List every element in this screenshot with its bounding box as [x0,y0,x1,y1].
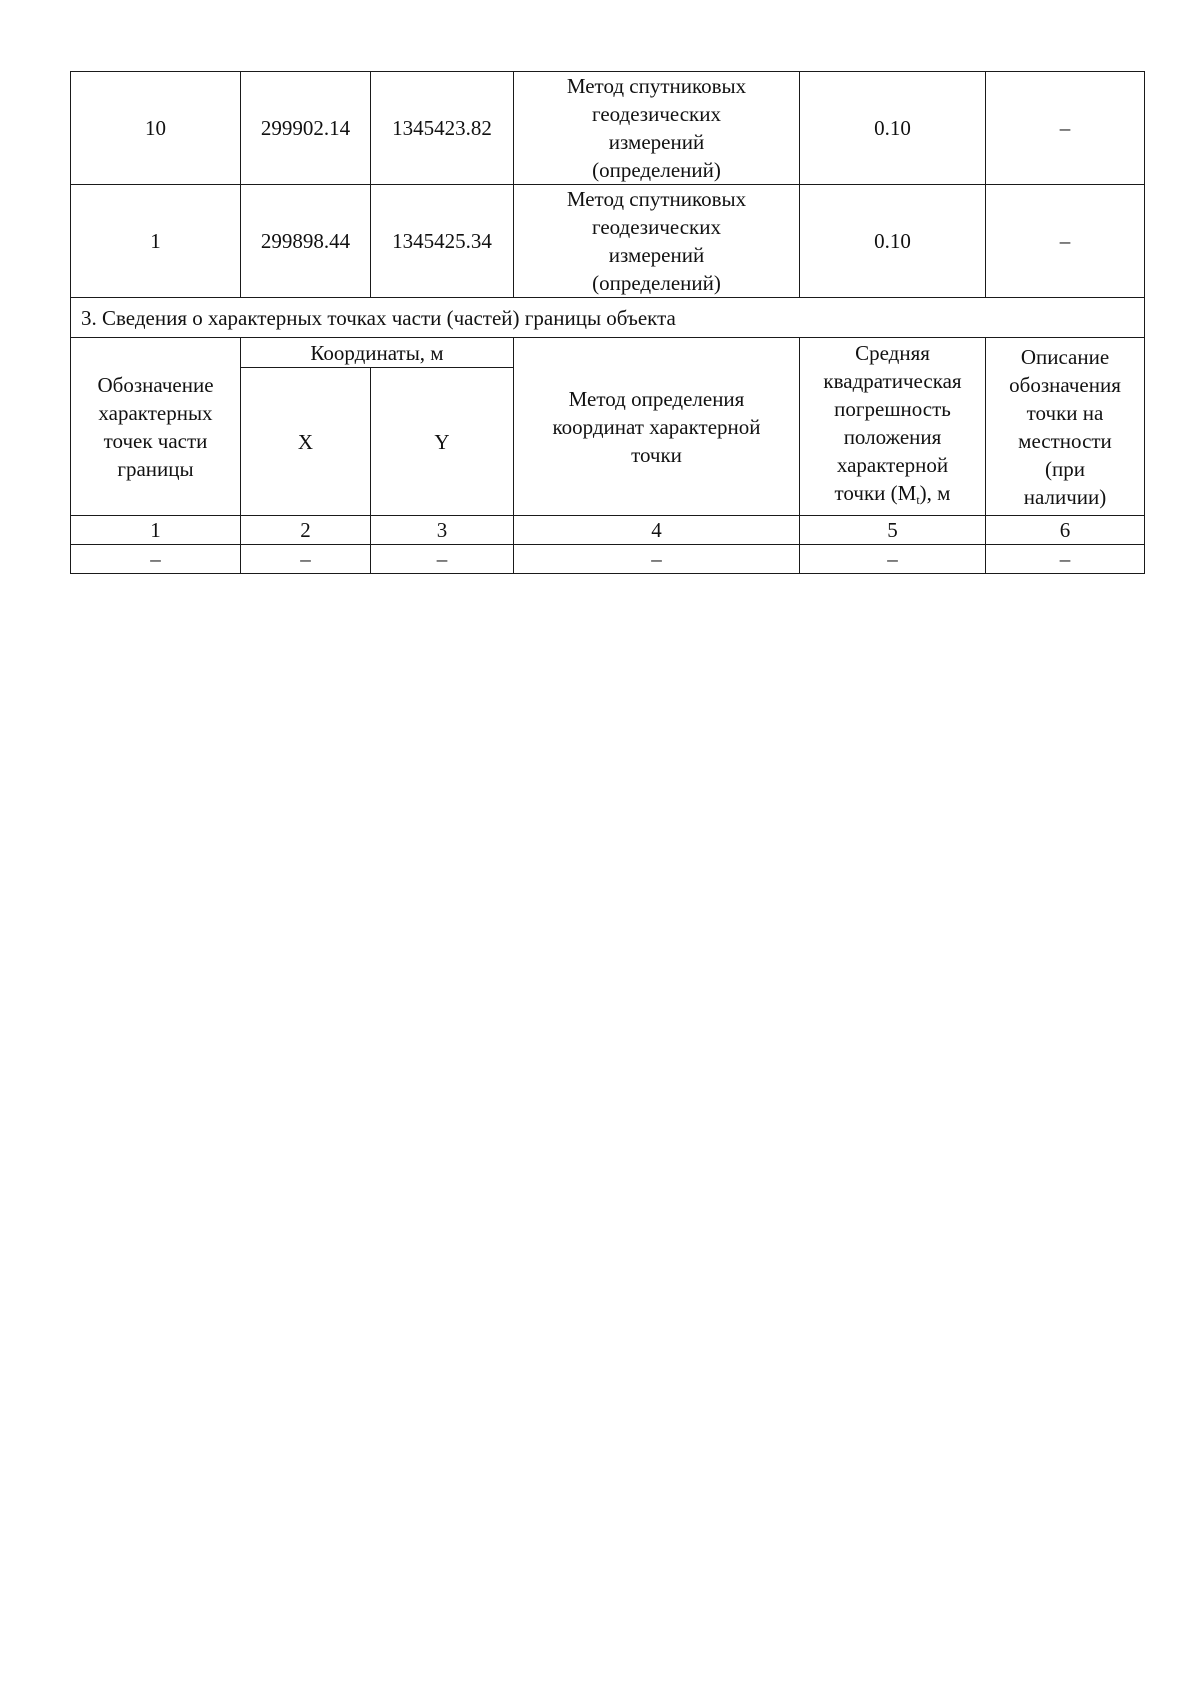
method-line: Метод спутниковых [566,74,747,98]
document-page [70,71,1144,574]
header-line: точки на [1026,400,1104,425]
header-line: наличии) [1023,484,1107,509]
empty-cell: – [514,545,800,574]
point-number-cell: 1 [71,185,241,298]
method-cell [514,185,800,298]
method-line: геодезических [591,102,721,126]
method-cell [514,72,800,185]
column-number: 4 [514,516,800,545]
header-line [835,481,951,505]
header-row [71,338,1145,368]
column-number: 6 [986,516,1145,545]
header-line: погрешность [834,397,951,421]
method-header [514,338,800,516]
header-line: Средняя [855,341,930,365]
method-line: (определений) [592,158,721,182]
precision-cell: 0.10 [800,72,986,185]
x-coordinate-cell: 299902.14 [241,72,371,185]
header-line: границы [117,456,194,481]
empty-cell: – [800,545,986,574]
header-line: Обозначение [97,372,214,397]
section-3-title: 3. Сведения о характерных точках части (частей) границы объекта [71,298,1145,338]
method-line: (определений) [592,271,721,295]
header-line: Описание [1020,344,1110,369]
method-line: геодезических [591,215,721,239]
section-title-row [71,298,1145,338]
table-row [71,185,1145,298]
designation-header [71,338,241,516]
x-header: X [241,368,371,516]
method-line: измерений [608,243,705,267]
y-header: Y [371,368,514,516]
column-number: 3 [371,516,514,545]
y-coordinate-cell: 1345425.34 [371,185,514,298]
column-numbers-row [71,516,1145,545]
header-line: точек части [103,428,208,453]
method-line: Метод спутниковых [566,187,747,211]
empty-cell: – [241,545,371,574]
header-line: положения [843,425,942,449]
header-line: местности [1018,428,1112,453]
y-coordinate-cell: 1345423.82 [371,72,514,185]
column-number: 5 [800,516,986,545]
x-coordinate-cell: 299898.44 [241,185,371,298]
subscript-t: t [916,493,920,507]
method-line: измерений [608,130,705,154]
table-row [71,545,1145,574]
header-line: координат характерной [552,414,761,439]
header-line: характерных [98,400,213,425]
header-line: Метод определения [568,386,745,411]
coordinates-header: Координаты, м [241,338,514,368]
column-number: 1 [71,516,241,545]
characteristic-points-table [70,71,1145,574]
point-number-cell: 10 [71,72,241,185]
empty-cell: – [986,545,1145,574]
precision-header [800,338,986,516]
table-row [71,72,1145,185]
empty-cell: – [71,545,241,574]
header-line: характерной [836,453,949,477]
header-line: квадратическая [823,369,962,393]
empty-cell: – [371,545,514,574]
header-line: точки [631,442,682,467]
header-line-text: ), м [919,481,951,505]
description-header [986,338,1145,516]
column-number: 2 [241,516,371,545]
header-line: обозначения [1009,372,1121,397]
description-cell: – [986,185,1145,298]
description-cell: – [986,72,1145,185]
precision-cell: 0.10 [800,185,986,298]
header-line: (при [1045,456,1085,481]
header-line-text: точки (M [834,481,917,505]
